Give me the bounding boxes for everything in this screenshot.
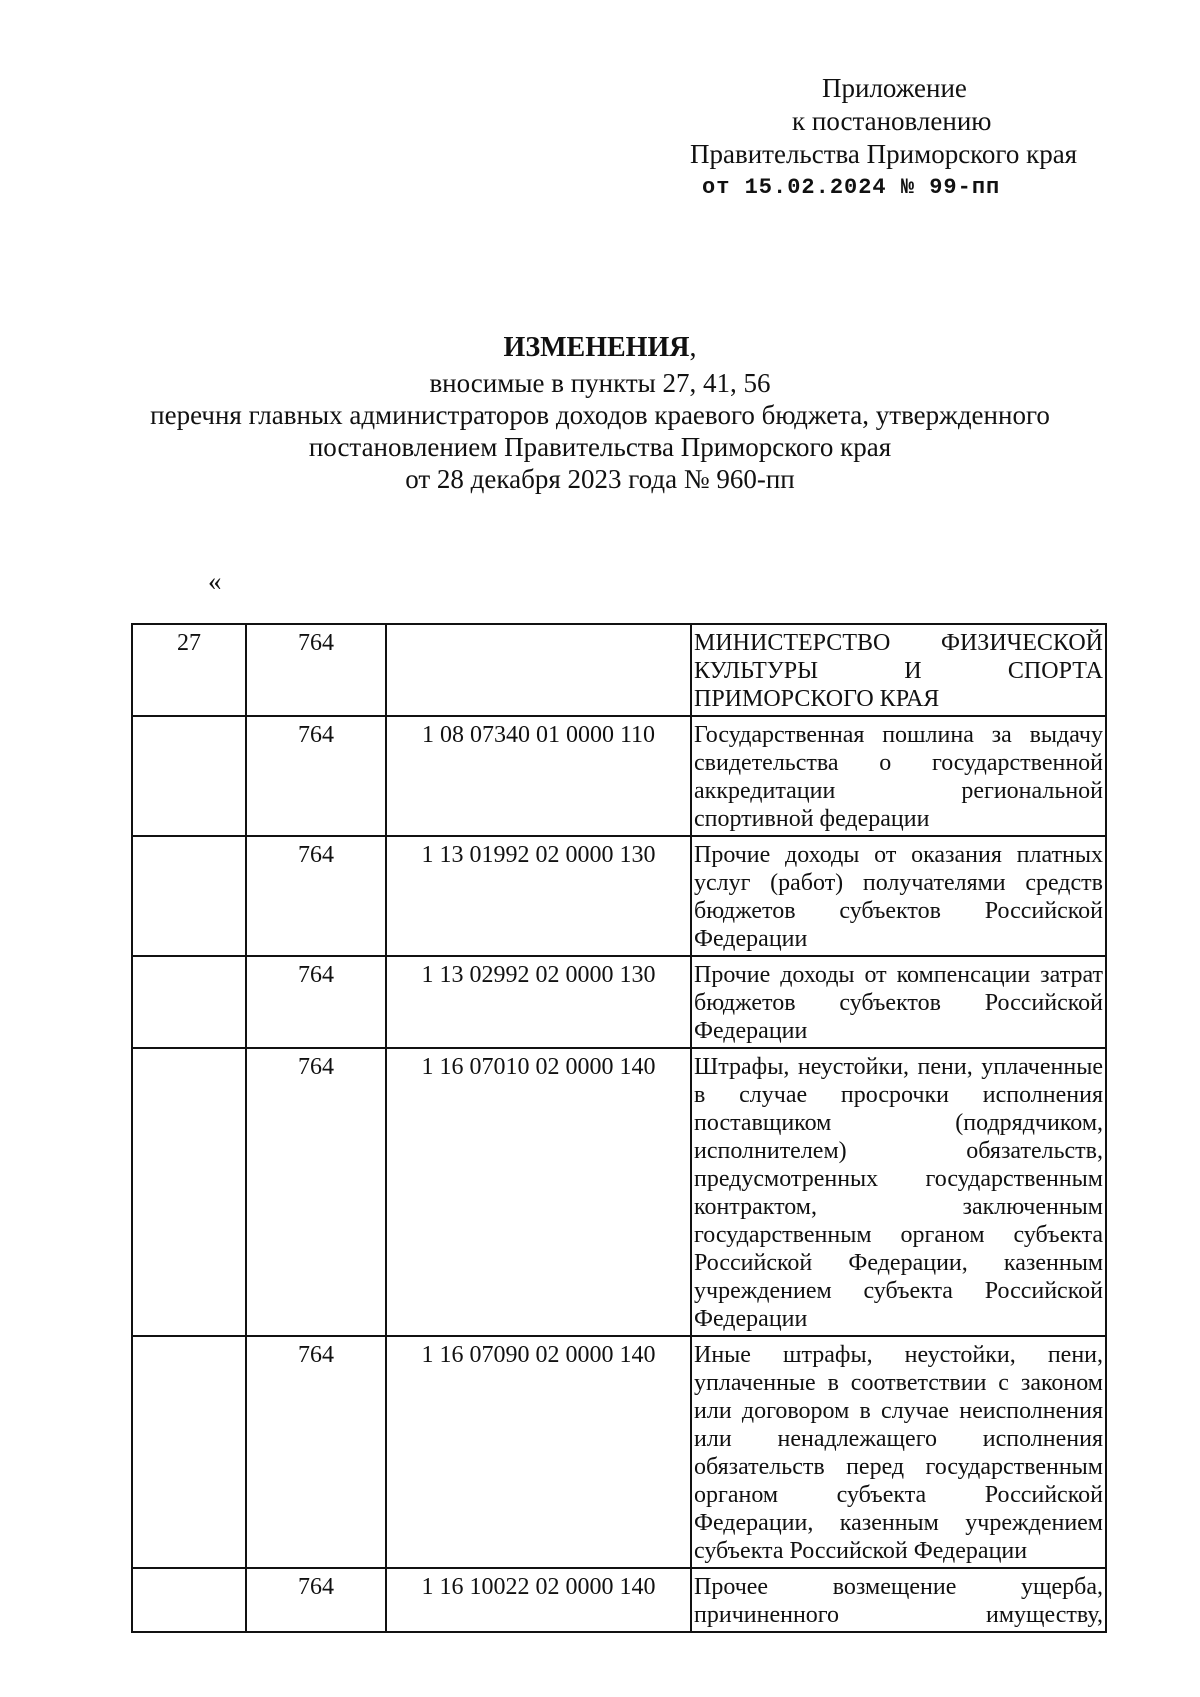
row-number [132, 956, 246, 1048]
heading-line-2: перечня главных администраторов доходов краевого бюджета, утвержденного [150, 400, 1050, 430]
table-row [132, 956, 1106, 1048]
document-heading [60, 332, 1140, 495]
appendix-line-1: Приложение [822, 73, 967, 103]
document-title [60, 332, 1140, 364]
income-name: Иные штрафы, неустойки, пени, уплаченные в соответствии с законом или договором в случае неисполнения или ненадлежащего исполнения обязательств перед государственным органом субъекта Российской Федерации, казенным учреждением субъекта Российской Федерации [691, 1336, 1106, 1568]
income-name: Прочее возмещение ущерба, причиненного имуществу, [691, 1568, 1106, 1632]
income-code: 1 16 07010 02 0000 140 [386, 1048, 691, 1336]
changes-table [131, 623, 1107, 1633]
income-code [386, 624, 691, 716]
appendix-date-number: от 15.02.2024 № 99-пп [702, 175, 1001, 200]
income-code: 1 13 02992 02 0000 130 [386, 956, 691, 1048]
document-title-punct: , [689, 332, 697, 363]
income-code: 1 16 10022 02 0000 140 [386, 1568, 691, 1632]
admin-code: 764 [246, 624, 386, 716]
heading-line-4: от 28 декабря 2023 года № 960-пп [405, 464, 795, 494]
heading-line-1: вносимые в пункты 27, 41, 56 [429, 368, 771, 398]
row-number [132, 716, 246, 836]
row-number [132, 836, 246, 956]
table-row [132, 1568, 1106, 1632]
income-name: Государственная пошлина за выдачу свидетельства о государственной аккредитации региональной спортивной федерации [691, 716, 1106, 836]
document-title-text: ИЗМЕНЕНИЯ [503, 332, 690, 363]
table-row [132, 716, 1106, 836]
row-number [132, 1568, 246, 1632]
admin-code: 764 [246, 1336, 386, 1568]
income-name: МИНИСТЕРСТВО ФИЗИЧЕСКОЙ КУЛЬТУРЫ И СПОРТА ПРИМОРСКОГО КРАЯ [691, 624, 1106, 716]
income-code: 1 16 07090 02 0000 140 [386, 1336, 691, 1568]
table-row [132, 1336, 1106, 1568]
table-row [132, 1048, 1106, 1336]
admin-code: 764 [246, 1568, 386, 1632]
row-number: 27 [132, 624, 246, 716]
heading-line-3: постановлением Правительства Приморского края [308, 432, 892, 462]
opening-quote: « [208, 566, 222, 596]
appendix-line-3: Правительства Приморского края [690, 139, 1078, 169]
income-code: 1 08 07340 01 0000 110 [386, 716, 691, 836]
income-name: Прочие доходы от компенсации затрат бюджетов субъектов Российской Федерации [691, 956, 1106, 1048]
table-row [132, 624, 1106, 716]
admin-code: 764 [246, 836, 386, 956]
income-name: Прочие доходы от оказания платных услуг (работ) получателями средств бюджетов субъектов Российской Федерации [691, 836, 1106, 956]
admin-code: 764 [246, 956, 386, 1048]
appendix-line-2: к постановлению [792, 106, 992, 136]
admin-code: 764 [246, 716, 386, 836]
table-row [132, 836, 1106, 956]
row-number [132, 1336, 246, 1568]
row-number [132, 1048, 246, 1336]
admin-code: 764 [246, 1048, 386, 1336]
income-code: 1 13 01992 02 0000 130 [386, 836, 691, 956]
income-name: Штрафы, неустойки, пени, уплаченные в случае просрочки исполнения поставщиком (подрядчиком, исполнителем) обязательств, предусмотренных государственным контрактом, заключенным государственным органом субъекта Российской Федерации, казенным учреждением субъекта Российской Федерации [691, 1048, 1106, 1336]
appendix-block [690, 72, 1110, 204]
